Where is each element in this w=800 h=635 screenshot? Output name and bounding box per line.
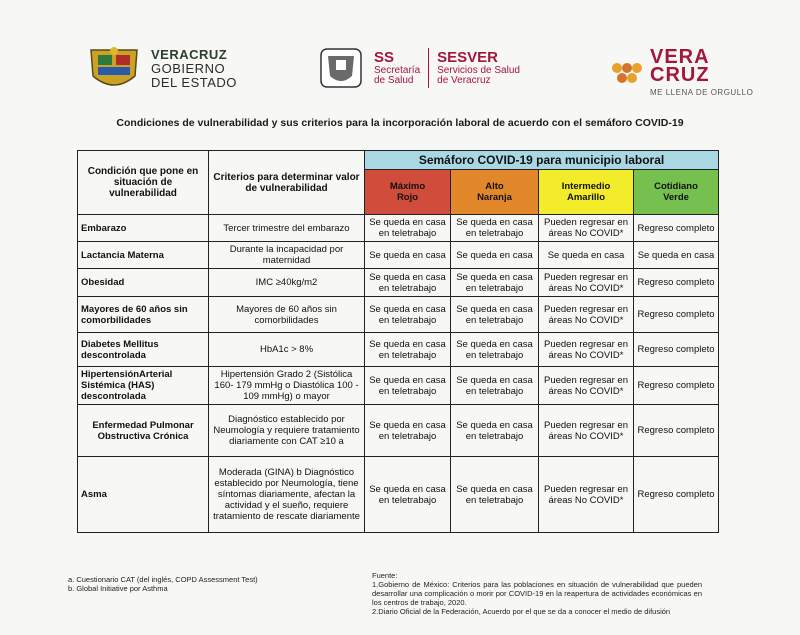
document-header [0, 40, 800, 100]
semaforo-header: Semáforo COVID-19 para municipio laboral [365, 151, 719, 170]
table-row [78, 269, 719, 297]
sources-label: Fuente: [372, 571, 398, 580]
row-maximo: Se queda en casa en teletrabajo [365, 405, 451, 457]
row-intermedio: Pueden regresar en áreas No COVID* [539, 367, 634, 405]
sesver-line2: de Veracruz [437, 75, 491, 86]
ss-line1: Secretaría [374, 65, 421, 76]
sources [372, 571, 702, 616]
veracruz-line1: VERACRUZ [151, 47, 228, 62]
row-criteria: Moderada (GINA) b Diagnóstico establecido por Neumología, tiene síntomas diariamente, afectan la actividad y el sueño, requiere tratamiento de rescate diariamente [209, 457, 365, 533]
footnote-b: b. Global Initiative por Asthma [68, 584, 168, 593]
source-item-2: 2.Diario Oficial de la Federación, Acuerdo por el que se da a conocer el medio de difusión [372, 607, 671, 616]
footnote-a: a. Cuestionario CAT (del inglés, COPD Assessment Test) [68, 575, 258, 584]
veracruz-line2: GOBIERNO [151, 61, 226, 76]
row-criteria: IMC ≥40kg/m2 [209, 269, 365, 297]
row-condition: Obesidad [78, 269, 209, 297]
sesver-line1: Servicios de Salud [437, 65, 520, 76]
row-criteria: Diagnóstico establecido por Neumología y requiere tratamiento diariamente con CAT ≥10 a [209, 405, 365, 457]
row-alto: Se queda en casa [451, 242, 539, 269]
vulnerability-table [77, 150, 719, 533]
row-cotidiano: Regreso completo [634, 367, 719, 405]
document-title: Condiciones de vulnerabilidad y sus criterios para la incorporación laboral de acuerdo con el semáforo COVID-19 [116, 117, 684, 129]
row-condition: Enfermedad Pulmonar Obstructiva Crónica [78, 405, 209, 457]
row-intermedio: Pueden regresar en áreas No COVID* [539, 457, 634, 533]
table-row [78, 405, 719, 457]
row-intermedio: Pueden regresar en áreas No COVID* [539, 333, 634, 367]
brand-slogan: ME LLENA DE ORGULLO [650, 88, 754, 97]
row-alto: Se queda en casa en teletrabajo [451, 457, 539, 533]
row-maximo: Se queda en casa en teletrabajo [365, 457, 451, 533]
row-cotidiano: Regreso completo [634, 405, 719, 457]
level-alto [451, 170, 539, 215]
row-maximo: Se queda en casa [365, 242, 451, 269]
row-maximo: Se queda en casa en teletrabajo [365, 333, 451, 367]
veracruz-coat-of-arms-icon [85, 46, 143, 92]
veracruz-brand-logo [610, 48, 753, 97]
level-intermedio [539, 170, 634, 215]
level-name: Cotidiano [654, 181, 698, 192]
row-alto: Se queda en casa en teletrabajo [451, 333, 539, 367]
logo-divider [428, 48, 429, 88]
level-name: Alto [485, 181, 504, 192]
row-criteria: HbA1c > 8% [209, 333, 365, 367]
table-row [78, 297, 719, 333]
column-header-criteria: Criterios para determinar valor de vulnerabilidad [209, 151, 365, 215]
veracruz-line3: DEL ESTADO [151, 75, 237, 90]
ss-line2: de Salud [374, 75, 414, 86]
row-condition: HipertensiónArterial Sistémica (HAS) descontrolada [78, 367, 209, 405]
row-alto: Se queda en casa en teletrabajo [451, 215, 539, 242]
flower-icon [610, 60, 644, 86]
row-cotidiano: Regreso completo [634, 297, 719, 333]
column-header-condition: Condición que pone en situación de vulnerabilidad [78, 151, 209, 215]
level-color-name: Naranja [477, 192, 512, 203]
row-condition: Mayores de 60 años sin comorbilidades [78, 297, 209, 333]
row-cotidiano: Regreso completo [634, 215, 719, 242]
brand-line1: VERA [650, 46, 710, 68]
row-cotidiano: Se queda en casa [634, 242, 719, 269]
row-condition: Embarazo [78, 215, 209, 242]
row-maximo: Se queda en casa en teletrabajo [365, 269, 451, 297]
row-condition: Asma [78, 457, 209, 533]
level-name: Máximo [389, 181, 426, 192]
table-row [78, 457, 719, 533]
row-condition: Lactancia Materna [78, 242, 209, 269]
row-cotidiano: Regreso completo [634, 457, 719, 533]
row-maximo: Se queda en casa en teletrabajo [365, 367, 451, 405]
level-name: Intermedio [561, 181, 611, 192]
row-criteria: Mayores de 60 años sin comorbilidades [209, 297, 365, 333]
level-color-name: Amarillo [566, 192, 605, 203]
level-color-name: Verde [663, 192, 689, 203]
ss-abbr: SS [374, 49, 395, 66]
brand-line2: CRUZ [650, 64, 710, 86]
row-alto: Se queda en casa en teletrabajo [451, 297, 539, 333]
level-color-name: Rojo [396, 192, 419, 203]
source-item-1: 1.Gobierno de México: Criterios para las poblaciones en situación de vulnerabilidad que pueden desarrollar una complicación o morir por COVID-19 en la reapertura de actividades económicas en los centros de trabajo, 2020. [372, 580, 702, 607]
row-intermedio: Pueden regresar en áreas No COVID* [539, 405, 634, 457]
row-alto: Se queda en casa en teletrabajo [451, 405, 539, 457]
footnotes [68, 575, 368, 593]
level-maximo [365, 170, 451, 215]
row-cotidiano: Regreso completo [634, 333, 719, 367]
row-maximo: Se queda en casa en teletrabajo [365, 215, 451, 242]
table-row [78, 367, 719, 405]
row-condition: Diabetes Mellitus descontrolada [78, 333, 209, 367]
row-intermedio: Se queda en casa [539, 242, 634, 269]
row-maximo: Se queda en casa en teletrabajo [365, 297, 451, 333]
veracruz-government-logo [85, 46, 237, 92]
row-intermedio: Pueden regresar en áreas No COVID* [539, 269, 634, 297]
table-row [78, 333, 719, 367]
row-criteria: Tercer trimestre del embarazo [209, 215, 365, 242]
row-intermedio: Pueden regresar en áreas No COVID* [539, 297, 634, 333]
ss-shield-icon [318, 46, 364, 90]
table-row [78, 242, 719, 269]
health-secretariat-logo [318, 46, 520, 90]
row-criteria: Durante la incapacidad por maternidad [209, 242, 365, 269]
table-row [78, 215, 719, 242]
row-alto: Se queda en casa en teletrabajo [451, 269, 539, 297]
sesver-abbr: SESVER [437, 49, 498, 66]
row-alto: Se queda en casa en teletrabajo [451, 367, 539, 405]
row-cotidiano: Regreso completo [634, 269, 719, 297]
row-criteria: Hipertensión Grado 2 (Sistólica 160- 179 mmHg o Diastólica 100 - 109 mmHg) o mayor [209, 367, 365, 405]
row-intermedio: Pueden regresar en áreas No COVID* [539, 215, 634, 242]
table-header-row [78, 151, 719, 170]
level-cotidiano [634, 170, 719, 215]
